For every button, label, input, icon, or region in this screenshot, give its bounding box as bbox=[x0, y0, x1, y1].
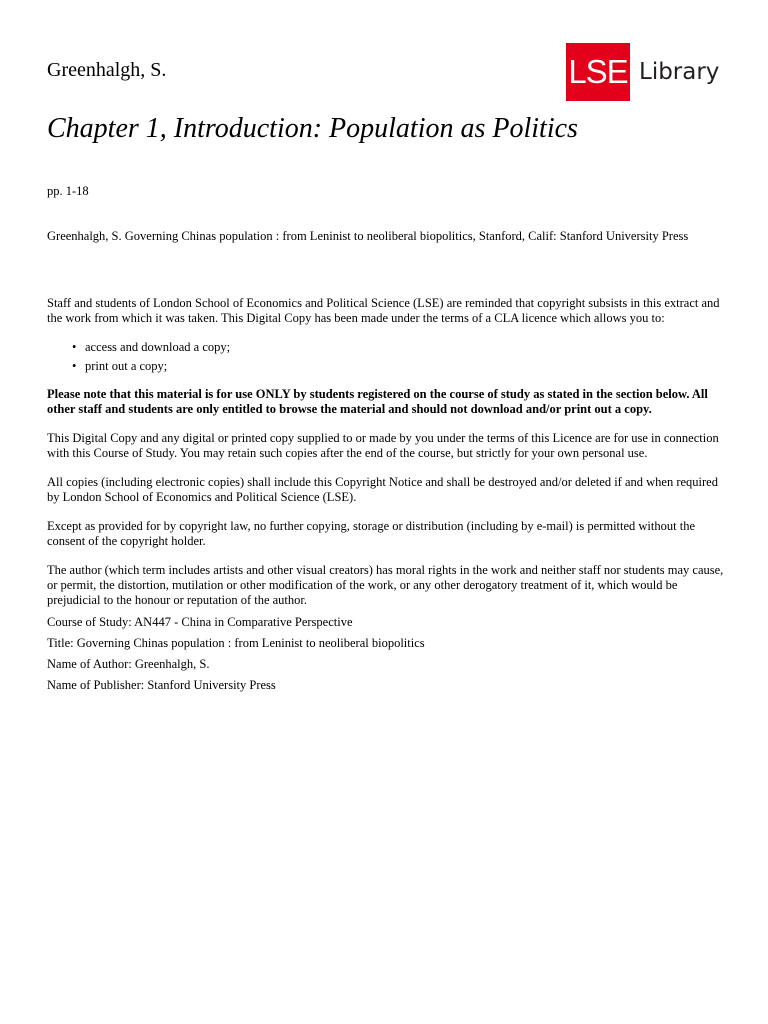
permission-item: • access and download a copy; bbox=[85, 340, 727, 355]
copyright-paragraph: This Digital Copy and any digital or printed copy supplied to or made by you under the terms of this Licence are for use in connection with this Course of Study. You may retain such copies after the end of the course, but strictly for your own personal use. bbox=[47, 431, 719, 460]
permission-item: • print out a copy; bbox=[85, 359, 727, 374]
copyright-paragraph: All copies (including electronic copies) shall include this Copyright Notice and shall be destroyed and/or deleted if and when required by London School of Economics and Political Science (LSE). bbox=[47, 475, 718, 504]
copyright-paragraph: Except as provided for by copyright law, no further copying, storage or distribution (including by e-mail) is permitted without the consent of the copyright holder. bbox=[47, 519, 695, 548]
work-title: Title: Governing Chinas population : from Leninist to neoliberal biopolitics bbox=[47, 636, 425, 650]
course-of-study: Course of Study: AN447 - China in Comparative Perspective bbox=[47, 615, 353, 629]
lse-library-logo bbox=[566, 43, 719, 101]
copyright-notice bbox=[47, 296, 727, 699]
copyright-intro: Staff and students of London School of Economics and Political Science (LSE) are reminded that copyright subsists in this extract and the work from which it was taken. This Digital Copy has been made under the terms of a CLA licence which allows you to: bbox=[47, 296, 720, 325]
author-detail: Name of Author: Greenhalgh, S. bbox=[47, 657, 210, 671]
page-range: pp. 1-18 bbox=[47, 184, 89, 198]
citation: Greenhalgh, S. Governing Chinas population : from Leninist to neoliberal biopolitics, Stanford, Calif: Stanford University Press bbox=[47, 229, 689, 243]
course-details bbox=[47, 615, 727, 693]
chapter-title: Chapter 1, Introduction: Population as Politics bbox=[47, 113, 578, 144]
copyright-paragraph: The author (which term includes artists and other visual creators) has moral rights in the work and neither staff nor students may cause, or permit, the distortion, mutilation or other modification of the work, or any other derogatory treatment of it, which would be prejudicial to the honour or reputation of the author. bbox=[47, 563, 724, 607]
library-logo-word: Library bbox=[639, 59, 720, 85]
lse-logo-mark: LSE bbox=[566, 43, 630, 101]
permissions-list bbox=[47, 340, 727, 374]
publisher-detail: Name of Publisher: Stanford University Press bbox=[47, 678, 276, 692]
author-name: Greenhalgh, S. bbox=[47, 59, 167, 81]
usage-restriction-notice: Please note that this material is for use ONLY by students registered on the course of study as stated in the section below. All other staff and students are only entitled to browse the material and should not download and/or print out a copy. bbox=[47, 387, 708, 416]
